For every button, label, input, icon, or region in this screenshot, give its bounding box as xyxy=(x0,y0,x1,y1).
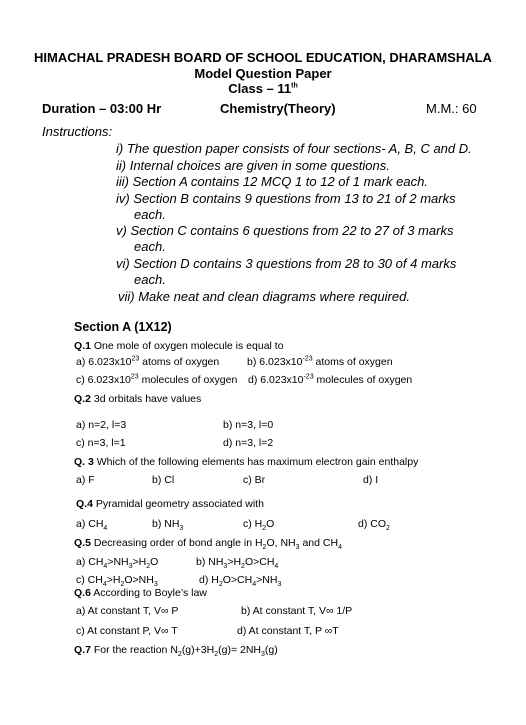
option-text: c) CH xyxy=(76,574,103,586)
question-number: Q.2 xyxy=(74,393,91,405)
option-text: O xyxy=(150,556,159,568)
board-title: HIMACHAL PRADESH BOARD OF SCHOOL EDUCATION, DHARAMSHALA xyxy=(34,50,492,65)
option-text: b) 6.023x10 xyxy=(247,356,303,368)
q5-option-a xyxy=(76,556,159,571)
question-sub: 2 xyxy=(262,544,267,552)
q3-option-a: a) F xyxy=(76,474,95,486)
option-text: O>NH xyxy=(124,574,154,586)
instruction-line: ii) Internal choices are given in some questions. xyxy=(116,158,390,173)
question-number: Q.7 xyxy=(74,644,91,656)
option-sub: 2 xyxy=(241,563,245,571)
question-sub: 3 xyxy=(261,651,265,659)
option-text: molecules of oxygen xyxy=(138,374,238,386)
paper-title: Model Question Paper xyxy=(194,66,332,81)
question-text: According to Boyle’s law xyxy=(93,587,207,599)
option-text: >H xyxy=(227,556,242,568)
q6-option-b: b) At constant T, V∞ 1/P xyxy=(241,605,353,617)
option-sup: 23 xyxy=(130,373,139,381)
option-sub: 2 xyxy=(218,581,223,589)
question-text: For the reaction N xyxy=(93,644,178,656)
option-sub: 3 xyxy=(153,581,158,589)
option-text: c) H xyxy=(243,518,263,530)
q1-option-b xyxy=(247,356,393,368)
question-text: O, NH xyxy=(266,537,296,549)
option-text: d) H xyxy=(199,574,219,586)
instruction-line: v) Section C contains 6 questions from 22 to 27 of 3 marks xyxy=(116,223,454,238)
q2-option-a: a) n=2, l=3 xyxy=(76,419,127,431)
question-5 xyxy=(74,537,342,552)
question-7 xyxy=(74,644,278,659)
question-number: Q.1 xyxy=(74,340,91,352)
instruction-line: iv) Section B contains 9 questions from 13 to 21 of 2 marks xyxy=(116,191,456,206)
option-text: atoms of oxygen xyxy=(312,356,393,368)
option-text: b) NH xyxy=(196,556,224,568)
question-1 xyxy=(74,340,284,352)
instruction-line: each. xyxy=(134,272,166,287)
instruction-line: vi) Section D contains 3 questions from 28 to 30 of 4 marks xyxy=(116,256,457,271)
q2-option-c: c) n=3, l=1 xyxy=(76,437,126,449)
question-6 xyxy=(74,587,207,599)
q1-option-a xyxy=(76,356,219,368)
question-text: One mole of oxygen molecule is equal to xyxy=(93,340,284,352)
q2-option-d: d) n=3, l=2 xyxy=(223,437,274,449)
option-text: c) 6.023x10 xyxy=(76,374,131,386)
option-sub: 3 xyxy=(179,525,184,533)
question-number: Q.5 xyxy=(74,537,91,549)
option-sub: 2 xyxy=(146,563,151,571)
q5-option-b xyxy=(196,556,279,571)
option-text: a) CH xyxy=(76,556,104,568)
option-sub: 2 xyxy=(262,525,267,533)
option-sub: 2 xyxy=(120,581,125,589)
q1-option-c xyxy=(76,374,237,386)
option-text: O xyxy=(266,518,275,530)
question-text: and CH xyxy=(299,537,339,549)
option-sup: -23 xyxy=(302,355,313,363)
instruction-line: iii) Section A contains 12 MCQ 1 to 12 of 1 mark each. xyxy=(116,174,428,189)
option-text: O>CH xyxy=(244,556,275,568)
question-sub: 3 xyxy=(295,544,300,552)
q3-option-b: b) Cl xyxy=(152,474,175,486)
class-sup: th xyxy=(291,82,298,90)
option-text: atoms of oxygen xyxy=(139,356,220,368)
question-number: Q.4 xyxy=(76,498,93,510)
question-3 xyxy=(74,456,418,468)
question-text: (g)+3H xyxy=(181,644,215,656)
option-text: >H xyxy=(106,574,121,586)
q1-option-d xyxy=(248,374,412,386)
q6-option-d: d) At constant T, P ∞T xyxy=(237,625,339,637)
question-2 xyxy=(74,393,201,405)
question-text: 3d orbitals have values xyxy=(93,393,202,405)
option-sub: 3 xyxy=(277,581,282,589)
q6-option-a: a) At constant T, V∞ P xyxy=(76,605,179,617)
instruction-line: vii) Make neat and clean diagrams where required. xyxy=(118,289,410,304)
option-sub: 3 xyxy=(128,563,133,571)
max-marks: M.M.: 60 xyxy=(426,101,477,116)
q6-option-c: c) At constant P, V∞ T xyxy=(76,625,178,637)
option-text: d) 6.023x10 xyxy=(248,374,304,386)
option-sup: -23 xyxy=(303,373,314,381)
question-4 xyxy=(76,498,264,510)
question-sub: 2 xyxy=(214,651,219,659)
option-sub: 4 xyxy=(252,581,257,589)
q3-option-c: c) Br xyxy=(243,474,266,486)
option-sub: 3 xyxy=(223,563,228,571)
instruction-line: i) The question paper consists of four sections- A, B, C and D. xyxy=(116,141,472,156)
question-sub: 4 xyxy=(338,544,342,552)
q5-option-d xyxy=(199,574,282,589)
q4-option-c xyxy=(243,518,275,533)
question-text: (g)= 2NH xyxy=(218,644,261,656)
option-sub: 4 xyxy=(103,563,108,571)
question-text: (g) xyxy=(264,644,278,656)
subject: Chemistry(Theory) xyxy=(220,101,336,116)
option-text: d) CO xyxy=(358,518,387,530)
question-number: Q. 3 xyxy=(74,456,94,468)
q3-option-d: d) I xyxy=(363,474,379,486)
duration: Duration – 03:00 Hr xyxy=(42,101,162,116)
option-text: a) 6.023x10 xyxy=(76,356,132,368)
instruction-line: each. xyxy=(134,207,166,222)
q4-option-b xyxy=(152,518,184,533)
option-sup: 23 xyxy=(131,355,140,363)
class-title xyxy=(0,81,526,96)
option-text: molecules of oxygen xyxy=(313,374,413,386)
option-sub: 4 xyxy=(103,525,108,533)
instruction-line: each. xyxy=(134,239,166,254)
q2-option-b: b) n=3, l=0 xyxy=(223,419,274,431)
option-text: >H xyxy=(132,556,147,568)
option-sub: 4 xyxy=(102,581,107,589)
question-sub: 2 xyxy=(177,651,182,659)
option-text: >NH xyxy=(107,556,129,568)
option-text: >NH xyxy=(256,574,278,586)
option-text: O>CH xyxy=(222,574,253,586)
question-number: Q.6 xyxy=(74,587,91,599)
question-text: Pyramidal geometry associated with xyxy=(95,498,264,510)
option-text: a) CH xyxy=(76,518,104,530)
option-sub: 4 xyxy=(274,563,279,571)
question-text: Decreasing order of bond angle in H xyxy=(93,537,263,549)
question-text: Which of the following elements has maximum electron gain enthalpy xyxy=(96,456,419,468)
section-a-title: Section A (1X12) xyxy=(74,320,172,334)
class-label: Class – 11 xyxy=(228,81,292,96)
q5-option-c xyxy=(76,574,158,589)
q4-option-d xyxy=(358,518,390,533)
instructions-title: Instructions: xyxy=(42,124,113,139)
option-text: b) NH xyxy=(152,518,180,530)
option-sub: 2 xyxy=(386,525,390,533)
q4-option-a xyxy=(76,518,108,533)
